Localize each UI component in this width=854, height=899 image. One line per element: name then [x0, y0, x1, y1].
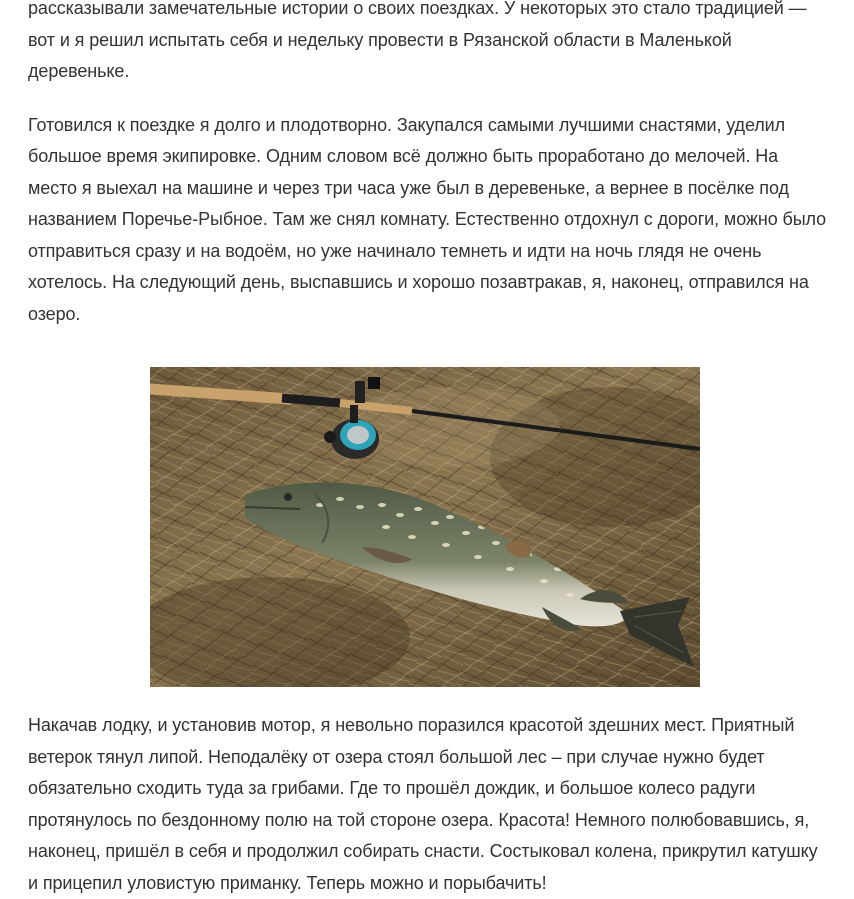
article-paragraph: Готовился к поездке я долго и плодотворно. Закупался самыми лучшими снастями, уделил большое время экипировке. Одним словом всё должно быть проработано до мелочей. На место я выехал на машине и через три часа уже был в деревеньке, а вернее в посёлке под названием Поречье-Рыбное. Там же снял комнату. Естественно отдохнул с дороги, можно было отправиться сразу и на водоём, но уже начинало темнеть и идти на ночь глядя не очень хотелось. На следующий день, выспавшись и хорошо позавтракав, я, наконец, отправился на озеро.: [28, 114, 827, 324]
article-paragraph: рассказывали замечательные истории о своих поездках. У некоторых это стало традицией — вот и я решил испытать себя и недельку провести в Рязанской области в Маленькой деревеньке.: [28, 0, 807, 81]
article-body: [28, 0, 828, 899]
pike-photo: [150, 367, 700, 687]
article-photo: [150, 367, 700, 687]
article-paragraph: Накачав лодку, и установив мотор, я невольно поразился красотой здешних мест. Приятный ветерок тянул липой. Неподалёку от озера стоял большой лес – при случае нужно будет обязательно сходить туда за грибами. Где то прошёл дождик, и большое колесо радуги протянулось по бездонному полю на той стороне озера. Красота! Немного полюбовавшись, я, наконец, пришёл в себя и продолжил собирать снасти. Состыковал колена, прикрутил катушку и прицепил уловистую приманку. Теперь можно и порыбачить!: [28, 715, 818, 893]
